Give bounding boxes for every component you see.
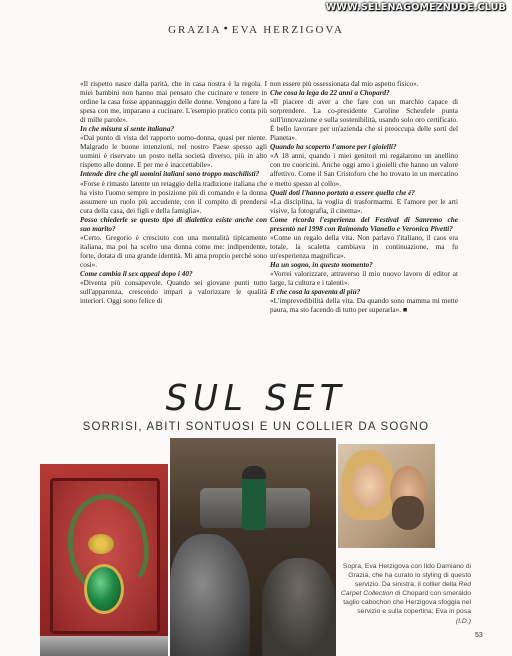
photo-caption	[341, 562, 471, 626]
photoshoot-photo	[170, 438, 336, 656]
interview-answer: «Forse è rimasto latente un retaggio della tradizione italiana che ha visto l'uomo sempre in posizione più di comando e la donna assumere un ruolo più accudente, con il compito di prendersi cura della casa, dei figli e della famiglia».	[80, 179, 267, 215]
section-subtitle: SORRISI, ABITI SONTUOSI E UN COLLIER DA SOGNO	[82, 421, 430, 433]
interview-question: Ha un sogno, in questo momento?	[270, 260, 373, 269]
interview-answer: «Il piacere di aver a che fare con un marchio capace di sorprendere. La co-presidente Caroline Scheufele punta sull'innovazione e sulla sostenibilità, usando solo oro certificato. È bello lavorare per un'azienda che si preoccupa delle sorti del Pianeta».	[270, 98, 458, 143]
interview-question: Intende dire che gli uomini italiani sono troppo maschilisti?	[80, 170, 260, 179]
interview-answer: «Diventa più consapevole. Quando sei giovane punti tutto sull'apparenza, crescendo impari a valorizzare le qualità interiori. Oggi sono felice di	[80, 279, 267, 306]
header-subject: EVA HERZIGOVA	[231, 24, 344, 36]
caption-collection-name: Red Carpet Collection	[341, 581, 471, 598]
section-title: SUL SET	[165, 378, 347, 419]
caption-text-1: Sopra, Eva Herzigova con Ildo Damiano di Grazia, che ha curato lo styling di questo servizio. Da sinistra, il collier della	[342, 563, 471, 589]
interview-answer: «Dal punto di vista del rapporto uomo-donna, quasi per niente. Malgrado le buone intenzioni, nel nostro Paese spesso agli uomini è riservato un posto nella società diverso, più in alto rispetto alle donne. E per me è inaccettabile».	[80, 134, 267, 170]
selfie-photo	[338, 444, 435, 548]
model-figure	[242, 466, 266, 530]
interview-question: E che cosa la spaventa di più?	[270, 288, 361, 297]
interview-question: Come ricorda l'esperienza del Festival di Sanremo che presentò nel 1998 con Raimondo Vianello e Veronica Pivetti?	[270, 215, 458, 233]
text-column-left	[80, 80, 267, 306]
display-stand	[40, 636, 168, 656]
man-beard	[392, 496, 424, 530]
interview-question: In che misura si sente italiana?	[80, 125, 175, 134]
interview-answer: «Il rispetto nasce dalla parità, che in casa nostra è la regola. I miei bambini non hanno mai pensato che cucinare e tenere in ordine la casa fosse appannaggio delle donne. Vengono a fare la spesa con me, imparano a cucinare. L'esempio pratico conta più di mille parole».	[80, 80, 267, 125]
necklace-photo	[40, 464, 168, 656]
interview-answer: «Vorrei valorizzare, attraverso il mio nuovo lavoro di editor at large, la cultura e i talenti».	[270, 269, 458, 288]
emerald-pendant	[84, 564, 124, 614]
magazine-name: GRAZIA	[168, 24, 222, 36]
interview-answer: «L'imprevedibilità della vita. Da quando sono mamma mi mette paura, ma sto facendo di tutto per superarla». ■	[270, 297, 458, 315]
interview-question: Quali doti l'hanno portata a essere quella che è?	[270, 188, 416, 197]
header-bullet: ●	[223, 24, 230, 32]
interview-question: Quando ha scoperto l'amore per i gioielli?	[270, 143, 397, 152]
interview-question: Come cambia il sex appeal dopo i 40?	[80, 269, 193, 278]
interview-question: Che cosa la lega da 22 anni a Chopard?	[270, 89, 390, 98]
text-column-right	[270, 80, 458, 315]
running-header	[0, 24, 512, 36]
woman-face	[352, 464, 386, 508]
caption-text-2: di Chopard con smeraldo taglio cabochon che Herzigova sfoggia nel servizio e sulla copertina; Eva in posa	[343, 590, 471, 616]
interview-answer: «La disciplina, la voglia di trasformarmi. E l'amore per le arti visive, la fotografia, il cinema».	[270, 197, 458, 215]
gold-pendant	[88, 534, 114, 554]
caption-credit: (I.D.)	[455, 617, 471, 625]
interview-answer: «A 18 anni, quando i miei genitori mi regalarono un anellino con tre cuoricini. Anche oggi amo i gioielli che hanno un valore affettivo. Come il San Cristoforo che ho trovato in un mercatino e metto spesso al collo».	[270, 152, 458, 188]
photographer-figure	[170, 534, 250, 656]
interview-answer: «Come un regalo della vita. Non parlavo l'italiano, il caos era totale, la scaletta cambiava in continuazione, ma fu un'esperienza magnifica».	[270, 233, 458, 260]
page-number: 53	[475, 632, 483, 639]
interview-answer: «Certo. Gregorio è cresciuto con una mentalità tipicamente italiana, ma poi ha scelto una donna come me: indipendente, forte, dotata di una grande identità. Mi ama proprio perché sono così».	[80, 233, 267, 269]
interview-question: Posso chiederle se questo tipo di dialettica esiste anche con suo marito?	[80, 215, 267, 233]
watermark: WWW.SELENAGOMEZNUDE.CLUB	[325, 2, 506, 13]
interview-answer: non essere più ossessionata dal mio aspetto fisico».	[270, 80, 419, 88]
crew-figure	[262, 558, 336, 656]
